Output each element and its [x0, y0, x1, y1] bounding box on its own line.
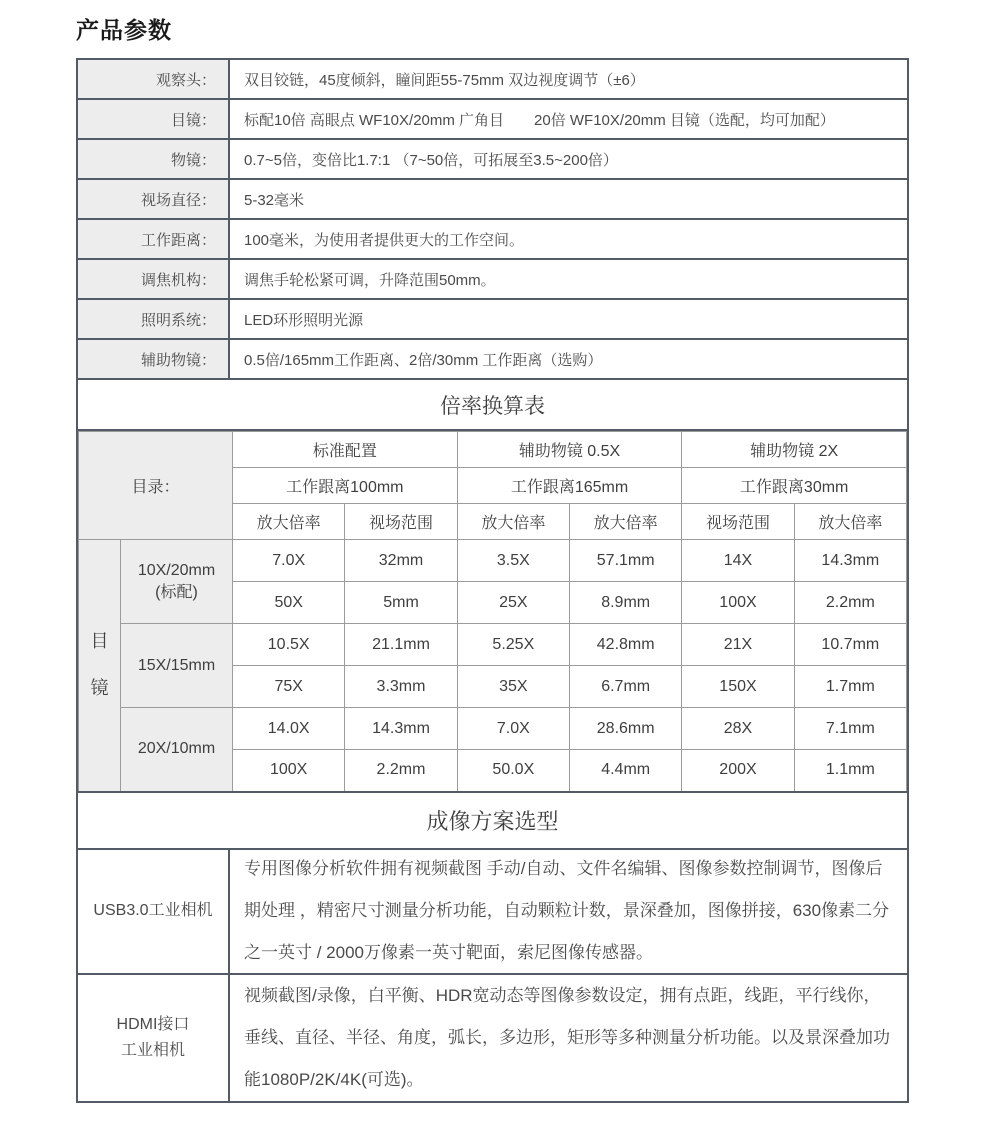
eyepiece-cell: [121, 708, 233, 792]
eyepiece-note: (标配): [155, 583, 198, 601]
page-title: 产品参数: [76, 17, 172, 43]
eyepiece-cell: [121, 540, 233, 624]
data-cell: 57.1mm: [570, 540, 682, 582]
data-cell: 75X: [233, 666, 345, 708]
data-cell: 35X: [457, 666, 569, 708]
imaging-option-label: [78, 850, 230, 973]
data-cell: 2.2mm: [345, 750, 457, 792]
mag-col-header: 放大倍率: [457, 504, 569, 540]
imaging-option-description: 专用图像分析软件拥有视频截图 手动/自动、文件名编辑、图像参数控制调节，图像后期处理 ，精密尺寸测量分析功能，自动颗粒计数，景深叠加，图像拼接，630像素二分之一英寸 / 2000万像素一英寸靶面，索尼图像传感器。: [244, 859, 890, 962]
spec-row-objective: [78, 140, 907, 180]
imaging-option-label-line1: HDMI接口: [116, 1015, 190, 1033]
data-cell: 1.7mm: [794, 666, 906, 708]
data-cell: 1.1mm: [794, 750, 906, 792]
mag-col-header: 放大倍率: [233, 504, 345, 540]
mag-group-header: 辅助物镜 2X: [682, 432, 907, 468]
mag-col-header: 视场范围: [345, 504, 457, 540]
magnification-table: [78, 431, 907, 793]
mag-header-row-groups: [79, 432, 907, 468]
mag-corner-cell: 目录：: [79, 432, 233, 540]
spec-row-focus-mechanism: [78, 260, 907, 300]
spec-value: 0.5倍/165mm工作距离、2倍/30mm 工作距离（选购）: [244, 351, 603, 369]
imaging-option-label-line1: USB3.0工业相机: [93, 902, 213, 920]
spec-value: 0.7~5倍，变倍比1.7:1 （7~50倍，可拓展至3.5~200倍）: [244, 151, 618, 169]
spec-label: 观察头：: [78, 60, 230, 98]
data-cell: 42.8mm: [570, 624, 682, 666]
spec-value: 双目铰链，45度倾斜，瞳间距55-75mm 双边视度调节（±6）: [244, 71, 645, 89]
mag-rowgroup-label-cell: [79, 540, 121, 792]
mag-distance-header: 工作跟离30mm: [682, 468, 907, 504]
mag-col-header: 视场范围: [682, 504, 794, 540]
data-cell: 4.4mm: [570, 750, 682, 792]
spec-row-working-distance: [78, 220, 907, 260]
eyepiece-name: 15X/15mm: [137, 656, 216, 674]
spec-value: LED环形照明光源: [244, 311, 364, 329]
spec-label: 视场直径：: [78, 180, 230, 218]
mag-col-header: 放大倍率: [794, 504, 906, 540]
data-cell: 5mm: [345, 582, 457, 624]
data-cell: 50.0X: [457, 750, 569, 792]
data-cell: 50X: [233, 582, 345, 624]
spec-label: 目镜：: [78, 100, 230, 138]
spec-row-illumination: [78, 300, 907, 340]
data-cell: 2.2mm: [794, 582, 906, 624]
data-cell: 7.0X: [233, 540, 345, 582]
spec-label: 辅助物镜：: [78, 340, 230, 378]
mag-data-row: [79, 708, 907, 750]
spec-value: 100毫米，为使用者提供更大的工作空间。: [244, 231, 525, 249]
data-cell: 14.0X: [233, 708, 345, 750]
mag-col-header: 放大倍率: [570, 504, 682, 540]
data-cell: 28X: [682, 708, 794, 750]
imaging-option-description-cell: [230, 975, 907, 1101]
data-cell: 6.7mm: [570, 666, 682, 708]
imaging-option-hdmi: [78, 975, 907, 1101]
mag-distance-header: 工作跟离165mm: [457, 468, 682, 504]
data-cell: 150X: [682, 666, 794, 708]
spec-row-auxiliary-objective: [78, 340, 907, 380]
data-cell: 7.0X: [457, 708, 569, 750]
mag-distance-header: 工作跟离100mm: [233, 468, 458, 504]
data-cell: 21.1mm: [345, 624, 457, 666]
spec-label: 工作距离：: [78, 220, 230, 258]
data-cell: 28.6mm: [570, 708, 682, 750]
spec-label: 调焦机构：: [78, 260, 230, 298]
data-cell: 5.25X: [457, 624, 569, 666]
data-cell: 3.3mm: [345, 666, 457, 708]
data-cell: 10.7mm: [794, 624, 906, 666]
data-cell: 14.3mm: [794, 540, 906, 582]
spec-sheet-table: [76, 58, 909, 1103]
imaging-option-label-line2: 工业相机: [120, 1041, 185, 1059]
data-cell: 14.3mm: [345, 708, 457, 750]
data-cell: 7.1mm: [794, 708, 906, 750]
mag-data-row: [79, 624, 907, 666]
eyepiece-name: 20X/10mm: [137, 740, 216, 758]
mag-group-header: 辅助物镜 0.5X: [457, 432, 682, 468]
spec-label: 照明系统：: [78, 300, 230, 338]
imaging-option-usb3: [78, 850, 907, 975]
mag-data-row: [79, 540, 907, 582]
data-cell: 25X: [457, 582, 569, 624]
data-cell: 100X: [233, 750, 345, 792]
data-cell: 3.5X: [457, 540, 569, 582]
mag-group-header: 标准配置: [233, 432, 458, 468]
spec-row-field-diameter: [78, 180, 907, 220]
spec-value: 5-32毫米: [244, 191, 305, 209]
spec-value: 调焦手轮松紧可调，升降范围50mm。: [244, 271, 496, 289]
data-cell: 14X: [682, 540, 794, 582]
spec-row-observation-head: [78, 60, 907, 100]
spec-label: 物镜：: [78, 140, 230, 178]
imaging-section-title: 成像方案选型: [78, 793, 907, 850]
magnification-table-title: 倍率换算表: [78, 380, 907, 431]
spec-value: 标配10倍 高眼点 WF10X/20mm 广角目 20倍 WF10X/20mm 目镜（选配，均可加配）: [244, 111, 835, 129]
vertical-eyepiece-label: 目镜: [90, 631, 109, 699]
data-cell: 32mm: [345, 540, 457, 582]
data-cell: 10.5X: [233, 624, 345, 666]
eyepiece-cell: [121, 624, 233, 708]
data-cell: 21X: [682, 624, 794, 666]
spec-row-eyepiece: [78, 100, 907, 140]
data-cell: 8.9mm: [570, 582, 682, 624]
data-cell: 100X: [682, 582, 794, 624]
data-cell: 200X: [682, 750, 794, 792]
imaging-option-description-cell: [230, 850, 907, 973]
eyepiece-name: 10X/20mm: [137, 561, 216, 579]
imaging-option-label: [78, 975, 230, 1101]
imaging-option-description: 视频截图/录像，白平衡、HDR宽动态等图像参数设定，拥有点距，线距，平行线你，垂线、直径、半径、角度，弧长，多边形，矩形等多种测量分析功能。以及景深叠加功能1080P/2K/4K(可选)。: [244, 985, 890, 1089]
